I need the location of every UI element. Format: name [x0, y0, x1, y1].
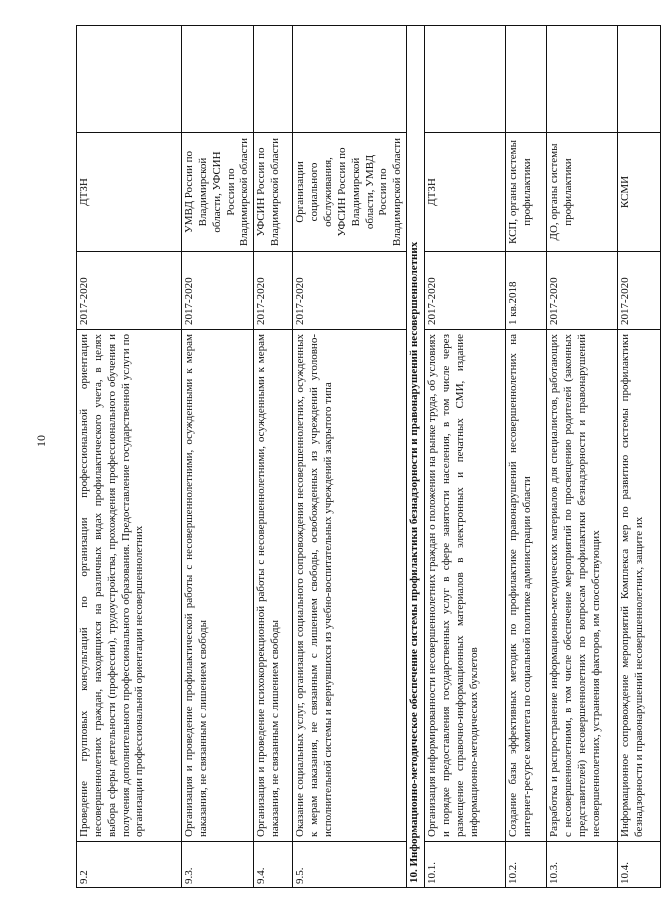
table-row [618, 26, 661, 888]
row-number: 9.4. [254, 842, 293, 888]
section-header-row [407, 26, 425, 888]
row-description: Организация и проведение психокоррекционной работы с несовершеннолетними, осужденными к мерам наказания, не связанным с лишением свободы [254, 330, 293, 842]
row-executor: Организации социального обслуживания, УФСИН России по Владимирской области, УМВД России по Владимирской области [293, 133, 407, 252]
row-executor: ДТЗН [425, 133, 506, 252]
row-participants [425, 26, 506, 133]
row-executor: ДТЗН [77, 133, 182, 252]
row-participants [182, 26, 254, 133]
row-number: 9.5. [293, 842, 407, 888]
row-term: 2017-2020 [293, 252, 407, 330]
table-row [425, 26, 506, 888]
table-row [547, 26, 618, 888]
row-term: 2017-2020 [182, 252, 254, 330]
row-term: 2017-2020 [547, 252, 618, 330]
section-title: 10. Информационно-методическое обеспечение системы профилактики безнадзорности и правонарушений несовершеннолетних [407, 26, 425, 888]
table-row [182, 26, 254, 888]
row-number: 9.2 [77, 842, 182, 888]
row-executor: КСП, органы системы профилактики [506, 133, 547, 252]
row-description: Проведение групповых консультаций по организации профессиональной ориентации несовершеннолетних граждан, находящихся на различных видах профилактического учета, в целях выбора сферы деятельности (профессии), трудоустройства, прохождения профессионального обучения и получения дополнительного профессионального образования. Предоставление государственной услуги по организации профессиональной ориентации несовершеннолетних [77, 330, 182, 842]
table-row [77, 26, 182, 888]
row-participants [293, 26, 407, 133]
page-number: 10 [34, 435, 48, 447]
row-executor: ДО, органы системы профилактики [547, 133, 618, 252]
row-participants [254, 26, 293, 133]
row-term: 2017-2020 [425, 252, 506, 330]
row-term: 2017-2020 [254, 252, 293, 330]
row-description: Организация и проведение профилактической работы с несовершеннолетними, осужденными к мерам наказания, не связанным с лишением свободы [182, 330, 254, 842]
row-participants [506, 26, 547, 133]
row-description: Информационное сопровождение мероприятий Комплекса мер по развитию системы профилактики безнадзорности и правонарушений несовершеннолетних, защите их [618, 330, 661, 842]
row-number: 10.1. [425, 842, 506, 888]
row-term: 2017-2020 [77, 252, 182, 330]
table-row [506, 26, 547, 888]
row-executor: КСМИ [618, 133, 661, 252]
row-description: Создание базы эффективных методик по профилактике правонарушений несовершеннолетних на интернет-ресурсе комитета по социальной политике администрации области [506, 330, 547, 842]
row-participants [618, 26, 661, 133]
row-description: Оказание социальных услуг, организация социального сопровождения несовершеннолетних, осужденных к мерам наказания, не связанным с лишением свободы, освобожденных из учреждений уголовно-исполнительной системы и вернувшихся из учебно-воспитательных учреждений закрытого типа [293, 330, 407, 842]
measures-table [76, 25, 661, 888]
row-number: 10.2. [506, 842, 547, 888]
row-description: Организация информированности несовершеннолетних граждан о положении на рынке труда, об условиях и порядке предоставления государственных услуг в сфере занятости населения, в том числе через размещение справочно-информационных материалов в электронных и печатных СМИ, издание информационно-методических буклетов [425, 330, 506, 842]
table-row [254, 26, 293, 888]
row-executor: УМВД России по Владимирской области, УФСИН России по Владимирской области [182, 133, 254, 252]
row-term: 2017-2020 [618, 252, 661, 330]
row-participants [547, 26, 618, 133]
row-description: Разработка и распространение информационно-методических материалов для специалистов, работающих с несовершеннолетними, в том числе обеспечение мероприятий по просвещению родителей (законных представителей) несовершеннолетних по вопросам профилактики безнадзорности и правонарушений несовершеннолетних, устранения факторов, им способствующих [547, 330, 618, 842]
row-number: 10.4. [618, 842, 661, 888]
row-executor: УФСИН России по Владимирской области [254, 133, 293, 252]
table-row [293, 26, 407, 888]
row-number: 10.3. [547, 842, 618, 888]
row-term: 1 кв.2018 [506, 252, 547, 330]
row-participants [77, 26, 182, 133]
rotated-page-content [76, 26, 646, 888]
row-number: 9.3. [182, 842, 254, 888]
